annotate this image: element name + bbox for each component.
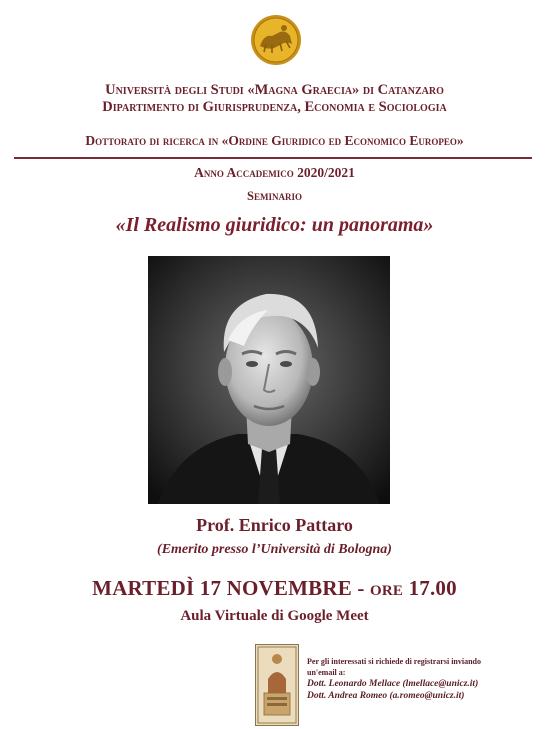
lecture-illustration-image bbox=[255, 644, 299, 726]
seminar-title: «Il Realismo giuridico: un panorama» bbox=[115, 214, 434, 236]
contact-mellace[interactable]: Dott. Leonardo Mellace (lmellace@unicz.it) bbox=[307, 679, 479, 689]
registration-info bbox=[307, 656, 542, 702]
contact-romeo[interactable]: Dott. Andrea Romeo (a.romeo@unicz.it) bbox=[307, 691, 465, 701]
university-seal-logo bbox=[250, 14, 302, 66]
event-datetime bbox=[0, 575, 549, 601]
speaker-portrait-photo bbox=[148, 256, 390, 504]
event-date: MARTEDÌ 17 NOVEMBRE - bbox=[92, 576, 371, 600]
academic-year: Anno Accademico 2020/2021 bbox=[194, 165, 355, 180]
registration-intro-line1: Per gli interessati si richiede di registrarsi inviando bbox=[307, 657, 481, 666]
university-name: Università degli Studi «Magna Graecia» di Catanzaro bbox=[105, 82, 444, 98]
registration-intro-line2: un'email a: bbox=[307, 668, 346, 677]
divider-line bbox=[14, 157, 532, 159]
department-name: Dipartimento di Giurisprudenza, Economia e Sociologia bbox=[102, 99, 447, 115]
speaker-affiliation: (Emerito presso l’Università di Bologna) bbox=[157, 542, 392, 557]
event-time: ore 17.00 bbox=[370, 576, 457, 600]
event-type: Seminario bbox=[247, 189, 302, 203]
speaker-name: Prof. Enrico Pattaro bbox=[196, 515, 353, 535]
doctorate-program: Dottorato di ricerca in «Ordine Giuridico ed Economico Europeo» bbox=[85, 133, 464, 148]
event-venue: Aula Virtuale di Google Meet bbox=[180, 608, 369, 624]
